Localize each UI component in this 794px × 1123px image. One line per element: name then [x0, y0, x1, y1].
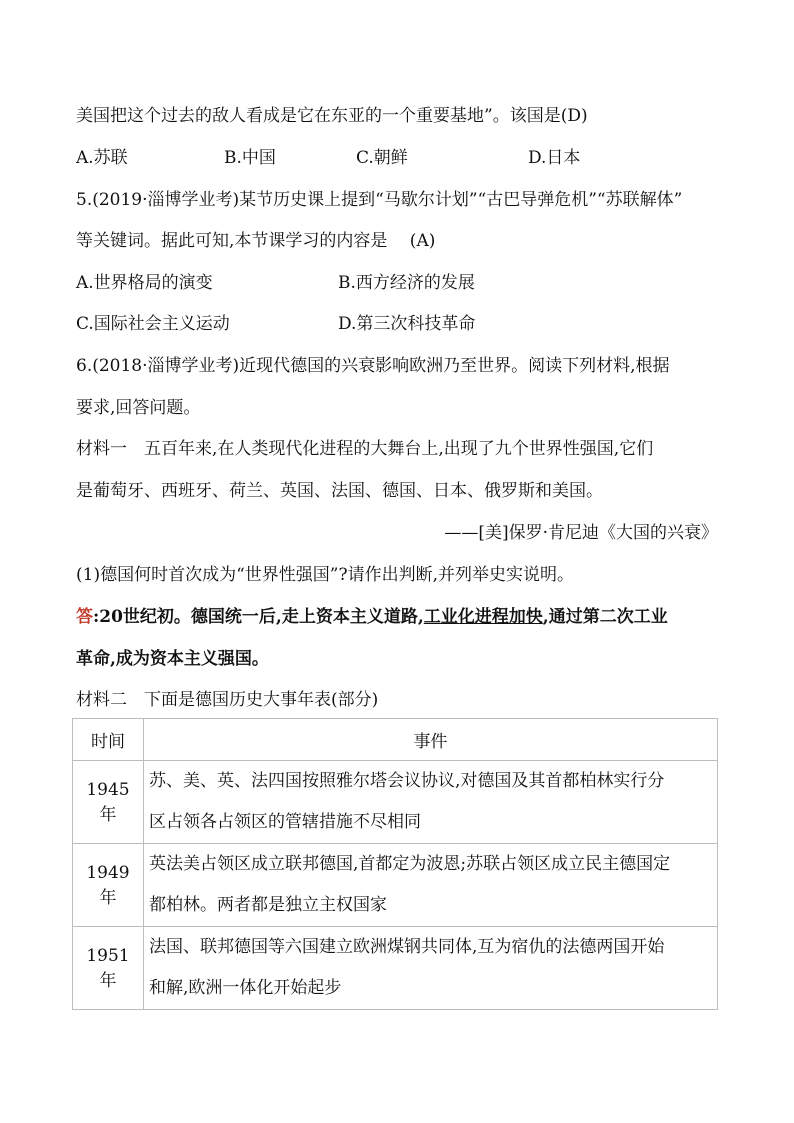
chronology-table	[72, 718, 718, 1010]
q4-tail: 美国把这个过去的敌人看成是它在东亚的一个重要基地”。该国是(D)	[76, 106, 588, 126]
answer-line1	[76, 605, 668, 629]
q5-stem-line1: 5.(2019·淄博学业考)某节历史课上提到“马歇尔计划”“古巴导弹危机”“苏联解体”	[76, 190, 683, 210]
row-event	[144, 927, 718, 1010]
answer-mark: 答	[76, 607, 93, 627]
sub-question-1: (1)德国何时首次成为“世界性强国”?请作出判断,并列举史实说明。	[76, 565, 574, 585]
table-header-row	[73, 719, 718, 761]
event-line: 和解,欧洲一体化开始起步	[149, 978, 342, 998]
row-year: 1949 年	[73, 844, 144, 927]
header-time: 时间	[73, 719, 144, 761]
material1-line1: 材料一 五百年来,在人类现代化进程的大舞台上,出现了九个世界性强国,它们	[76, 439, 654, 459]
row-event	[144, 761, 718, 844]
q6-stem-line2: 要求,回答问题。	[76, 398, 201, 418]
q5-option-a: A.世界格局的演变	[76, 273, 213, 293]
q6-stem-line1: 6.(2018·淄博学业考)近现代德国的兴衰影响欧洲乃至世界。阅读下列材料,根据	[76, 356, 670, 376]
q5-option-b: B.西方经济的发展	[338, 273, 475, 293]
q4-option-a: A.苏联	[76, 148, 128, 168]
q4-option-b: B.中国	[224, 148, 276, 168]
row-year: 1945 年	[73, 761, 144, 844]
material1-line2: 是葡萄牙、西班牙、荷兰、英国、法国、德国、日本、俄罗斯和美国。	[76, 481, 603, 501]
header-event: 事件	[144, 719, 718, 761]
q4-option-c: C.朝鲜	[356, 148, 408, 168]
material2-title: 材料二 下面是德国历史大事年表(部分)	[76, 690, 379, 710]
event-line: 区占领各占领区的管辖措施不尽相同	[149, 812, 421, 832]
table-row	[73, 761, 718, 844]
event-line: 苏、美、英、法四国按照雅尔塔会议协议,对德国及其首都柏林实行分	[149, 771, 665, 791]
answer-line2: 革命,成为资本主义强国。	[76, 649, 269, 669]
answer-text-underlined: 工业化进程加快	[423, 607, 543, 627]
q5-option-c: C.国际社会主义运动	[76, 314, 230, 334]
q5-option-d: D.第三次科技革命	[338, 314, 476, 334]
q4-option-d: D.日本	[528, 148, 581, 168]
event-line: 法国、联邦德国等六国建立欧洲煤钢共同体,互为宿仇的法德两国开始	[149, 937, 665, 957]
q5-stem-line2: 等关键词。据此可知,本节课学习的内容是 (A)	[76, 231, 436, 251]
row-year: 1951 年	[73, 927, 144, 1010]
answer-text-b: ,通过第二次工业	[542, 607, 668, 627]
material1-source: ——[美]保罗·肯尼迪《大国的兴衰》	[444, 523, 718, 543]
answer-text-a: :20世纪初。德国统一后,走上资本主义道路,	[93, 607, 424, 627]
table-row	[73, 844, 718, 927]
row-event	[144, 844, 718, 927]
table-row	[73, 927, 718, 1010]
event-line: 都柏林。两者都是独立主权国家	[149, 895, 387, 915]
event-line: 英法美占领区成立联邦德国,首都定为波恩;苏联占领区成立民主德国定	[149, 854, 671, 874]
